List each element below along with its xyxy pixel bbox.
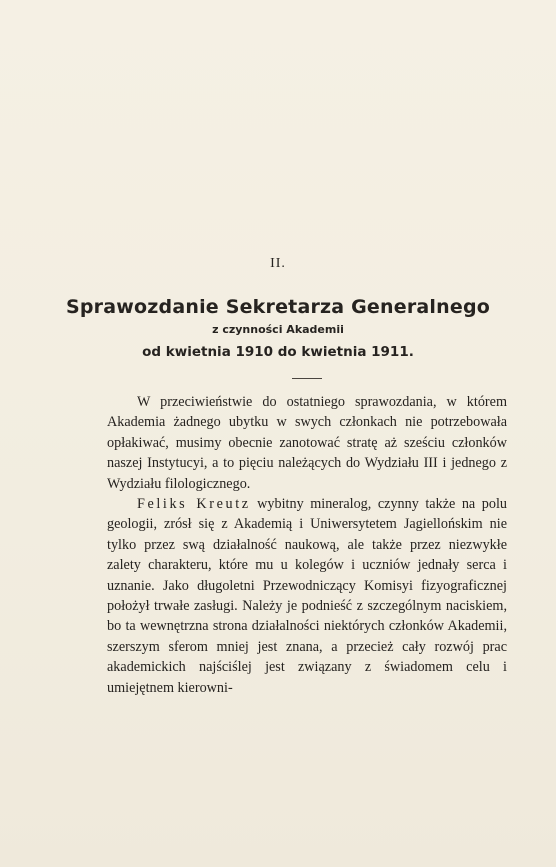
section-divider (292, 378, 322, 379)
paragraph-losses: W przeciwieństwie do ostatniego sprawozdania, w którem Akademia żadnego ubytku w swych członkach nie potrzebowała opłakiwać, musimy obecnie zanotować stratę aż sześciu członków naszej Instytucyi, a to pięciu należących do Wydziału III i jednego z Wydziału filologicznego. (107, 394, 507, 492)
report-title: Sprawozdanie Sekretarza Generalnego (66, 296, 490, 318)
section-number: II. (270, 256, 286, 271)
report-date-range: od kwietnia 1910 do kwietnia 1911. (142, 344, 414, 360)
paragraph-kreutz (107, 494, 507, 698)
body-text (107, 392, 507, 698)
report-subtitle: z czynności Akademii (212, 323, 344, 336)
person-name: Feliks Kreutz (137, 496, 251, 513)
paragraph-kreutz-text: wybitny mineralog, czynny także na polu geologii, zrósł się z Akademią i Uniwersytetem Jagiellońskim nie tylko przez swą działalność naukową, ale także przez niezwykłe zalety charakteru, które mu u kolegów i uczniów jednały serca i uznanie. Jako długoletni Przewodniczący Komisyi fizyograficznej położył trwałe zasługi. Należy je podnieść z szczególnym naciskiem, bo ta wewnętrzna strona działalności niektórych członków Akademii, szerszym sferom mniej jest znana, a przecież cały rozwój prac akademickich najściślej jest związany z świadomem celu i umiejętnem kierowni- (107, 496, 507, 696)
